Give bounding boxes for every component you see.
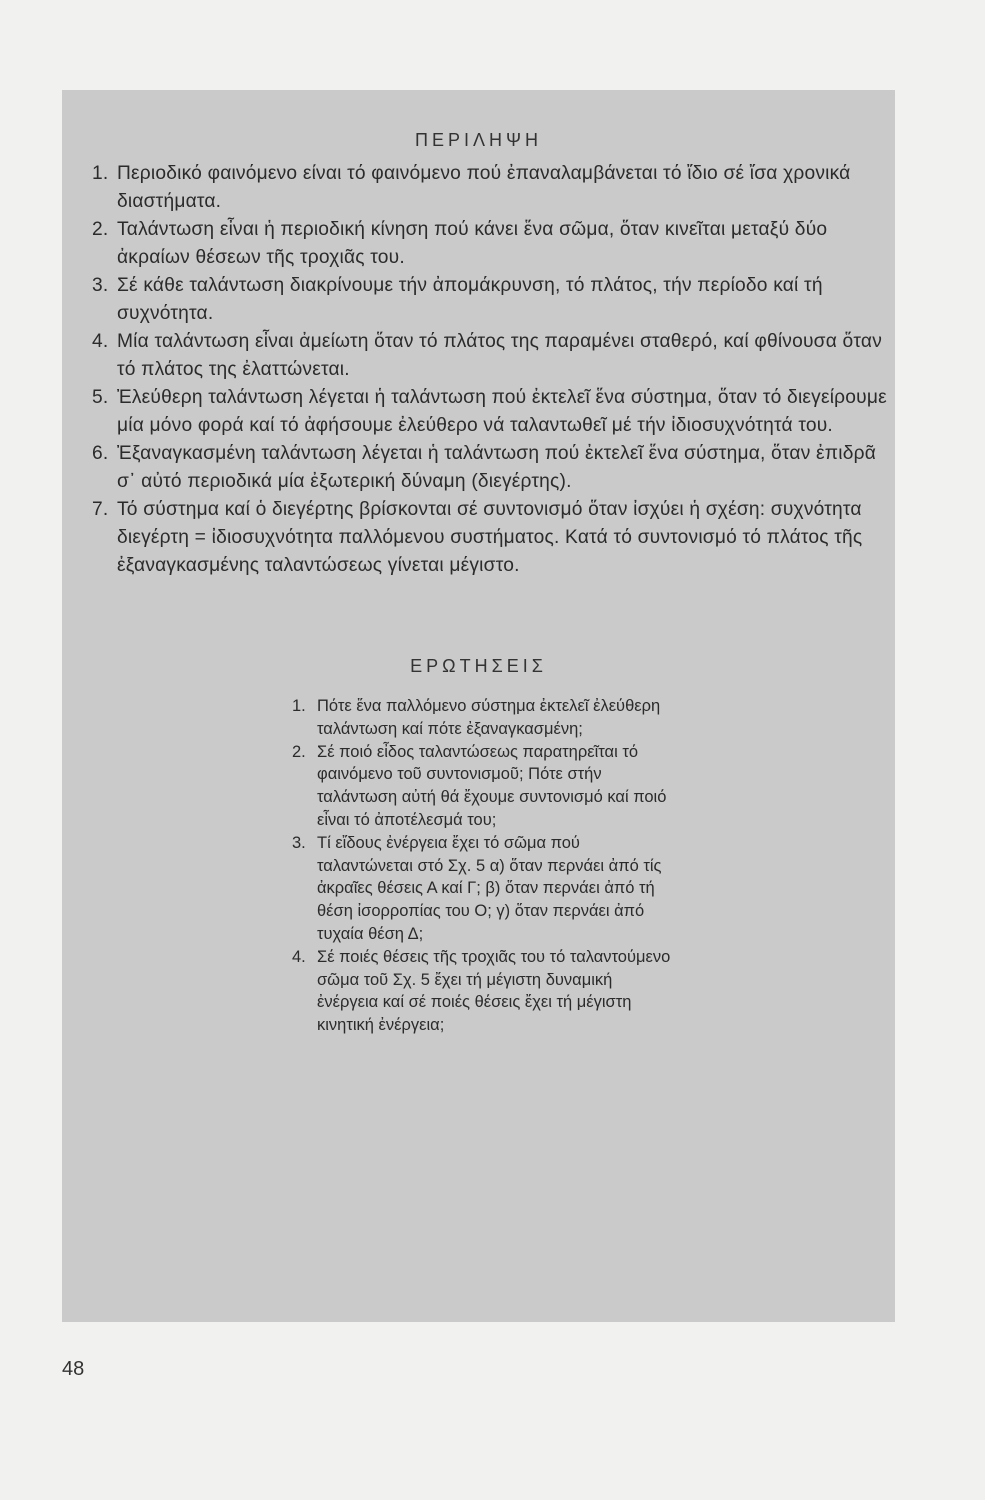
questions-list <box>292 695 677 1037</box>
summary-title: ΠΕΡΙΛΗΨΗ <box>414 130 543 150</box>
summary-item <box>92 496 892 580</box>
summary-item-number: 1. <box>92 163 109 184</box>
question-item-number: 3. <box>292 833 306 852</box>
summary-item-number: 7. <box>92 499 109 520</box>
question-item <box>292 695 677 741</box>
question-item <box>292 741 677 832</box>
question-item-text: Τί εἴδους ἐνέργεια ἔχει τό σῶμα πού ταλαντώνεται στό Σχ. 5 α) ὅταν περνάει ἀπό τίς ἀκραῖες θέσεις Α καί Γ; β) ὅταν περνάει ἀπό τή θέση ἰσορροπίας του Ο; γ) ὅταν περνάει ἀπό τυχαία θέση Δ; <box>317 833 662 943</box>
summary-item-text: Τό σύστημα καί ὁ διεγέρτης βρίσκονται σέ συντονισμό ὅταν ἰσχύει ἡ σχέση: συχνότητα διεγέρτη = ἰδιοσυχνότητα παλλόμενου συστήματος. Κατά τό συντονισμό τό πλάτος τῆς ἐξαναγκασμένης ταλαντώσεως γίνεται μέγιστο. <box>117 499 863 576</box>
question-item-number: 4. <box>292 947 306 966</box>
summary-item-text: Μία ταλάντωση εἶναι ἀμείωτη ὅταν τό πλάτος της παραμένει σταθερό, καί φθίνουσα ὅταν τό πλάτος της ἐλαττώνεται. <box>117 331 882 380</box>
page-content-panel <box>62 90 895 1322</box>
summary-item <box>92 384 892 440</box>
page-number: 48 <box>62 1358 85 1380</box>
summary-item <box>92 160 892 216</box>
question-item <box>292 832 677 946</box>
question-item-text: Σέ ποιό εἶδος ταλαντώσεως παρατηρεῖται τό φαινόμενο τοῦ συντονισμοῦ; Πότε στήν ταλάντωση αὐτή θά ἔχουμε συντονισμό καί ποιό εἶναι τό ἀποτέλεσμά του; <box>317 742 667 829</box>
summary-item <box>92 328 892 384</box>
summary-item-number: 3. <box>92 275 109 296</box>
summary-item-text: Σέ κάθε ταλάντωση διακρίνουμε τήν ἀπομάκρυνση, τό πλάτος, τήν περίοδο καί τή συχνότητα. <box>117 275 823 324</box>
questions-title: ΕΡΩΤΗΣΕΙΣ <box>410 656 547 676</box>
summary-item-text: Περιοδικό φαινόμενο είναι τό φαινόμενο πού ἐπαναλαμβάνεται τό ἴδιο σέ ἴσα χρονικά διαστήματα. <box>117 163 851 212</box>
question-item <box>292 946 677 1037</box>
question-item-number: 1. <box>292 697 306 715</box>
summary-item <box>92 272 892 328</box>
summary-item <box>92 216 892 272</box>
summary-item-number: 5. <box>92 387 109 408</box>
summary-item-number: 2. <box>92 219 109 240</box>
summary-item-text: Ταλάντωση εἶναι ἡ περιοδική κίνηση πού κάνει ἕνα σῶμα, ὅταν κινεῖται μεταξύ δύο ἀκραίων θέσεων τῆς τροχιᾶς του. <box>117 219 828 268</box>
question-item-text: Σέ ποιές θέσεις τῆς τροχιᾶς του τό ταλαντούμενο σῶμα τοῦ Σχ. 5 ἔχει τή μέγιστη δυναμική ἐνέργεια καί σέ ποιές θέσεις ἔχει τή μέγιστη κινητική ἐνέργεια; <box>317 947 671 1035</box>
summary-item <box>92 440 892 496</box>
summary-item-text: Ἐλεύθερη ταλάντωση λέγεται ἡ ταλάντωση πού ἐκτελεῖ ἕνα σύστημα, ὅταν τό διεγείρουμε μία μόνο φορά καί τό ἀφήσουμε ἐλεύθερο νά ταλαντωθεῖ μέ τήν ἰδιοσυχνότητά του. <box>117 387 887 436</box>
summary-list <box>92 160 892 580</box>
question-item-number: 2. <box>292 742 306 761</box>
question-item-text: Πότε ἕνα παλλόμενο σύστημα ἐκτελεῖ ἐλεύθερη ταλάντωση καί πότε ἐξαναγκασμένη; <box>317 697 661 738</box>
summary-item-text: Ἐξαναγκασμένη ταλάντωση λέγεται ἡ ταλάντωση πού ἐκτελεῖ ἕνα σύστημα, ὅταν ἐπιδρᾶ σ᾿ αὐτό περιοδικά μία ἐξωτερική δύναμη (διεγέρτης). <box>117 443 876 492</box>
summary-item-number: 4. <box>92 331 109 352</box>
summary-item-number: 6. <box>92 443 109 464</box>
